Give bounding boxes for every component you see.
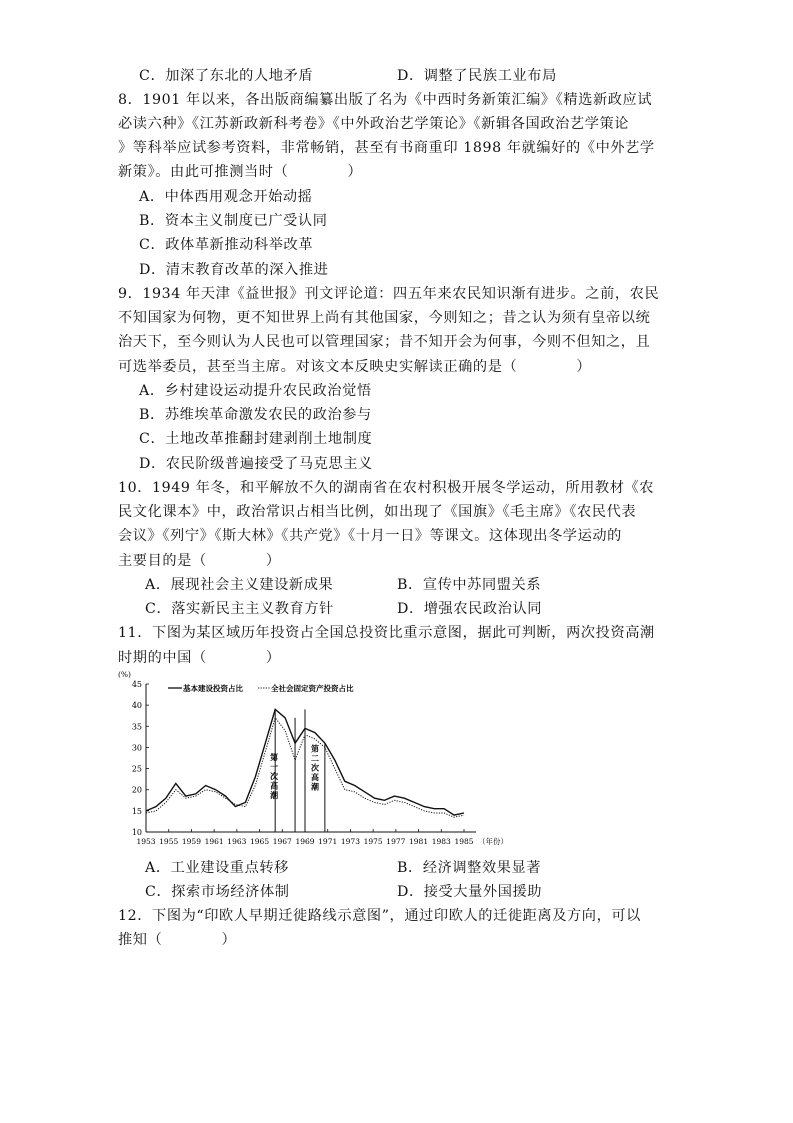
q9-option-c: C．土地改革推翻封建剥削土地制度 [139, 431, 373, 447]
x-tick-label: 1975 [363, 837, 383, 846]
second-peak-label: 高 [310, 772, 319, 783]
q9-stem-line: 可选举委员，甚至当主席。对该文本反映史实解读正确的是（ ） [118, 359, 592, 375]
x-tick-label: 1959 [181, 837, 201, 846]
investment-share-chart [116, 667, 508, 853]
q10-option-b: B．宣传中苏同盟关系 [397, 577, 542, 593]
y-axis-label: (%) [118, 670, 131, 679]
x-tick-label: 1955 [159, 837, 179, 846]
q8-stem-line: 8．1901 年以来，各出版商编纂出版了名为《中西时务新策汇编》《精选新政应试 [118, 92, 653, 108]
q10-stem-line: 10．1949 年冬，和平解放不久的湖南省在农村积极开展冬学运动，所用教材《农 [118, 480, 655, 496]
q9-option-b: B．苏维埃革命激发农民的政治参与 [139, 407, 372, 423]
x-tick-label: 1973 [340, 837, 360, 846]
legend-solid-label: 基本建设投资占比 [183, 684, 243, 693]
first-peak-label: 高 [270, 780, 279, 791]
q11-option-c: C．探索市场经济体制 [145, 884, 290, 900]
y-tick-label: 35 [131, 722, 142, 732]
q9-stem-line: 治天下，至今则认为人民也可以管理国家；昔不知开会为何事，今则不但知之，且 [118, 334, 651, 350]
q12-stem-line: 推知（ ） [118, 932, 237, 948]
x-tick-label: 1965 [250, 837, 270, 846]
second-peak-label: 次 [310, 762, 319, 773]
x-tick-label: 1963 [227, 837, 247, 846]
q11-option-d: D．接受大量外国援助 [397, 884, 543, 900]
x-tick-label: 1961 [204, 837, 224, 846]
q9-stem-line: 9．1934 年天津《益世报》刊文评论道：四五年来农民知识渐有进步。之前，农民 [118, 286, 660, 302]
q10-stem-line: 会议》《列宁》《斯大林》《共产党》《十月一日》等课文。这体现出冬学运动的 [118, 528, 622, 544]
first-peak-label: 第 [270, 752, 279, 763]
q7-option-c: C．加深了东北的人地矛盾 [139, 68, 314, 84]
x-tick-label: 1985 [454, 837, 474, 846]
q8-stem-line: 必读六种》《江苏新政新科考卷》《中外政治艺学策论》《新辑各国政治艺学策论 [118, 116, 630, 132]
q11-option-a: A．工业建设重点转移 [145, 860, 289, 876]
q10-option-a: A．展现社会主义建设新成果 [145, 577, 334, 593]
first-peak-label: 一 [270, 761, 279, 772]
y-tick-label: 30 [131, 743, 142, 753]
q8-stem-line: 新策》。由此可推测当时（ ） [118, 164, 363, 180]
y-tick-label: 45 [131, 680, 142, 689]
q10-option-d: D．增强农民政治认同 [397, 601, 543, 617]
q11-option-b: B．经济调整效果显著 [397, 860, 542, 876]
y-tick-label: 20 [131, 785, 142, 795]
legend [168, 683, 354, 693]
x-tick-label: 1983 [431, 837, 451, 846]
y-tick-label: 40 [131, 701, 142, 711]
y-tick-label: 25 [131, 764, 142, 774]
q7-option-d: D．调整了民族工业布局 [397, 68, 557, 84]
first-peak-label: 次 [270, 771, 279, 782]
q8-option-d: D．清末教育改革的深入推进 [139, 262, 329, 278]
q8-stem-line: 》等科举应试参考资料，非常畅销，甚至有书商重印 1898 年就编好的《中外艺学 [118, 140, 655, 156]
q9-stem-line: 不知国家为何物，更不知世界上尚有其他国家，今则知之；昔之认为须有皇帝以统 [118, 310, 651, 326]
second-peak-label: 二 [310, 753, 319, 764]
q10-stem-line: 民文化课本》中，政治常识占相当比例，如出现了《国旗》《毛主席》《农民代表 [118, 504, 637, 520]
x-tick-label: 1981 [409, 837, 429, 846]
q9-option-a: A．乡村建设运动提升农民政治觉悟 [139, 383, 372, 399]
second-peak-label: 潮 [310, 781, 319, 792]
q10-stem-line: 主要目的是（ ） [118, 553, 281, 569]
y-tick-label: 10 [131, 828, 142, 837]
x-tick-label: 1969 [295, 837, 315, 846]
q9-option-d: D．农民阶级普遍接受了马克思主义 [139, 456, 373, 472]
q11-stem-line: 11．下图为某区域历年投资占全国总投资比重示意图，据此可判断，两次投资高潮 [118, 625, 655, 641]
x-tick-label: 1977 [386, 837, 406, 846]
q8-option-c: C．政体革新推动科举改革 [139, 237, 314, 253]
x-tick-label: 1971 [318, 837, 338, 846]
q12-stem-line: 12．下图为“印欧人早期迁徙路线示意图”，通过印欧人的迁徙距离及方向，可以 [118, 908, 641, 924]
first-peak-label: 潮 [270, 790, 279, 801]
q10-option-c: C．落实新民主主义教育方针 [145, 601, 334, 617]
second-peak-label: 第 [310, 743, 319, 754]
x-tick-label: 1967 [272, 837, 292, 846]
q11-stem-line: 时期的中国（ ） [118, 650, 281, 666]
q8-option-b: B．资本主义制度已广受认同 [139, 213, 328, 229]
x-axis-label: （年份） [478, 837, 508, 846]
q8-option-a: A．中体西用观念开始动摇 [139, 189, 313, 205]
x-tick-label: 1953 [136, 837, 156, 846]
y-tick-label: 15 [131, 806, 142, 816]
legend-dotted-label: 全社会固定资产投资占比 [271, 684, 354, 693]
